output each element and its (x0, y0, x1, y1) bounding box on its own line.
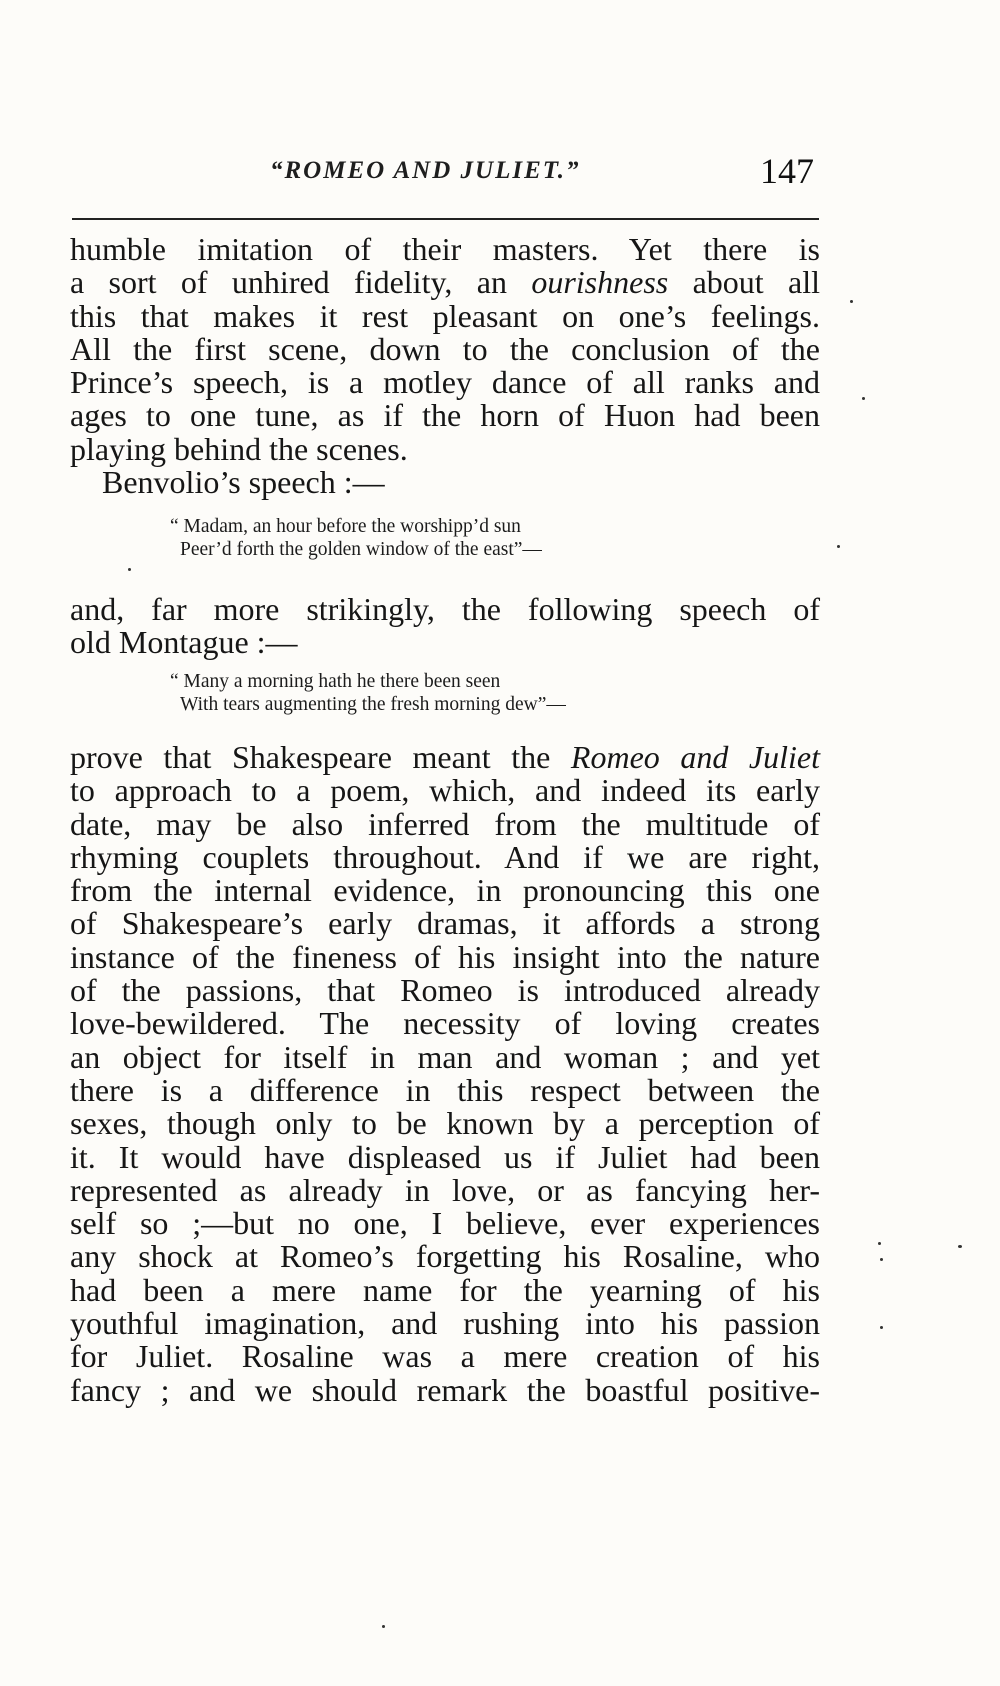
text-line: rhyming couplets throughout. And if we are right, (70, 838, 820, 875)
page-number: 147 (760, 151, 814, 191)
block-quote-1 (170, 515, 542, 561)
text-line: All the first scene, down to the conclusion of the (70, 330, 820, 367)
scan-speck (128, 568, 131, 571)
text-line: prove that Shakespeare meant the Romeo and Juliet (70, 739, 821, 775)
text-line: for Juliet. Rosaline was a mere creation of his (70, 1338, 820, 1375)
scan-speck (880, 1326, 883, 1329)
text-line: of the passions, that Romeo is introduced already (70, 972, 820, 1009)
text-line: Prince’s speech, is a motley dance of all ranks and (70, 364, 820, 401)
scan-speck (958, 1245, 962, 1248)
text-line: any shock at Romeo’s forgetting his Rosaline, who (70, 1238, 820, 1275)
header-rule (72, 218, 819, 220)
scan-speck (878, 1242, 881, 1245)
text-line: fancy ; and we should remark the boastful positive- (70, 1371, 820, 1408)
text-line: from the internal evidence, in pronouncing this one (70, 872, 820, 909)
text-line: an object for itself in man and woman ; and yet (70, 1038, 820, 1075)
text-line: a sort of unhired fidelity, an ourishness about all (70, 264, 821, 301)
text-line: love-bewildered. The necessity of loving creates (70, 1005, 820, 1042)
text-line: there is a difference in this respect between the (70, 1071, 820, 1108)
text-line: to approach to a poem, which, and indeed its early (70, 772, 820, 809)
quote-line: “ Madam, an hour before the worshipp’d sun (170, 516, 521, 537)
quote-line: “ Many a morning hath he there been seen (170, 671, 501, 692)
text-line: had been a mere name for the yearning of his (70, 1271, 820, 1308)
paragraph-2 (70, 593, 820, 660)
scan-speck (837, 545, 840, 548)
block-quote-2 (170, 670, 566, 716)
italic-word: ourishness (531, 264, 669, 301)
scan-speck (880, 1258, 883, 1261)
text-line: date, may be also inferred from the multitude of (70, 805, 820, 842)
text-line: Benvolio’s speech :— (102, 464, 385, 501)
paragraph-3 (70, 741, 820, 1407)
scan-speck (862, 397, 865, 400)
text-line: sexes, though only to be known by a perception of (70, 1105, 820, 1142)
text-line: instance of the fineness of his insight into the nature (70, 938, 820, 975)
scan-speck (850, 300, 853, 303)
text-line: of Shakespeare’s early dramas, it affords a strong (70, 905, 820, 942)
text-line: youthful imagination, and rushing into his passion (70, 1305, 820, 1342)
text-line: this that makes it rest pleasant on one’s feelings. (70, 297, 820, 334)
quote-line: Peer’d forth the golden window of the east”— (180, 539, 542, 560)
text-line: playing behind the scenes. (70, 430, 408, 467)
text-line: and, far more strikingly, the following speech of (70, 591, 820, 627)
scan-speck (382, 1625, 385, 1628)
text-line: represented as already in love, or as fancying her- (70, 1171, 820, 1208)
paragraph-1 (70, 233, 820, 499)
italic-title: Romeo and Juliet (570, 739, 821, 775)
running-title: “ROMEO AND JULIET.” (270, 157, 581, 184)
text-line: humble imitation of their masters. Yet there is (70, 231, 820, 267)
text-line: old Montague :— (70, 624, 298, 661)
text-line: ages to one tune, as if the horn of Huon had been (70, 397, 820, 434)
text-line: it. It would have displeased us if Juliet had been (70, 1138, 820, 1175)
text-line: self so ;—but no one, I believe, ever experiences (70, 1205, 820, 1242)
quote-line: With tears augmenting the fresh morning dew”— (180, 694, 566, 715)
